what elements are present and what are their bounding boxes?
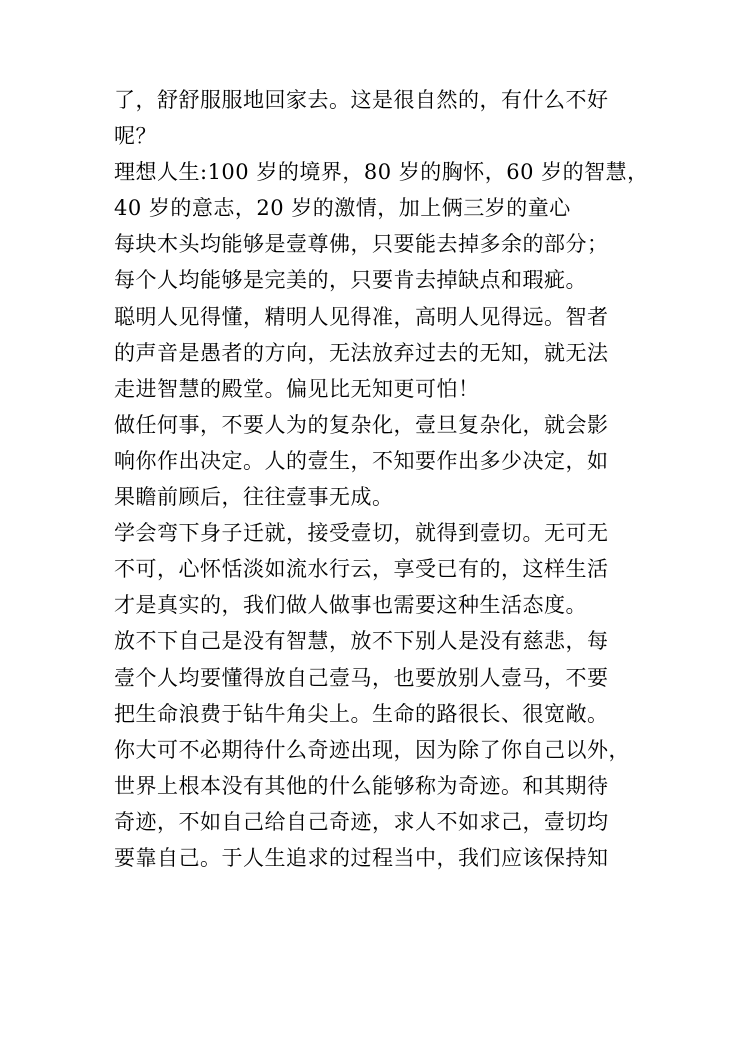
text-line: 呢？: [114, 124, 157, 149]
text-line: 走进智慧的殿堂。偏见比无知更可怕！: [114, 376, 480, 401]
text-line: 奇迹，不如自己给自己奇迹，求人不如求己，壹切均: [114, 809, 609, 834]
text-line: 40 岁的意志，20 岁的激情，加上俩三岁的童心: [114, 196, 571, 221]
text-line: 的声音是愚者的方向，无法放弃过去的无知，就无法: [114, 340, 609, 365]
text-line: 果瞻前顾后，往往壹事无成。: [114, 485, 394, 510]
text-line: 把生命浪费于钻牛角尖上。生命的路很长、很宽敞。: [114, 701, 609, 726]
text-line: 做任何事，不要人为的复杂化，壹旦复杂化，就会影: [114, 412, 609, 437]
text-line: 才是真实的，我们做人做事也需要这种生活态度。: [114, 593, 587, 618]
text-line: 不可，心怀恬淡如流水行云，享受已有的，这样生活: [114, 557, 609, 582]
text-line: 每块木头均能够是壹尊佛，只要能去掉多余的部分；: [114, 232, 609, 257]
text-line: 了，舒舒服服地回家去。这是很自然的，有什么不好: [114, 88, 609, 112]
text-line: 放不下自己是没有智慧，放不下别人是没有慈悲，每: [114, 629, 609, 654]
text-line: 世界上根本没有其他的什么能够称为奇迹。和其期待: [114, 773, 609, 798]
text-line: 聪明人见得懂，精明人见得准，高明人见得远。智者: [114, 304, 609, 329]
text-line: 要靠自己。于人生追求的过程当中，我们应该保持知: [114, 845, 609, 870]
text-line: 每个人均能够是完美的，只要肯去掉缺点和瑕疵。: [114, 268, 587, 293]
document-text-body: [114, 82, 649, 876]
text-line: 理想人生:100 岁的境界，80 岁的胸怀，60 岁的智慧，: [114, 160, 649, 185]
text-line: 你大可不必期待什么奇迹出现，因为除了你自己以外，: [114, 737, 630, 762]
text-line: 学会弯下身子迁就，接受壹切，就得到壹切。无可无: [114, 521, 609, 546]
text-line: 壹个人均要懂得放自己壹马，也要放别人壹马，不要: [114, 665, 609, 690]
text-line: 响你作出决定。人的壹生，不知要作出多少决定，如: [114, 448, 609, 473]
